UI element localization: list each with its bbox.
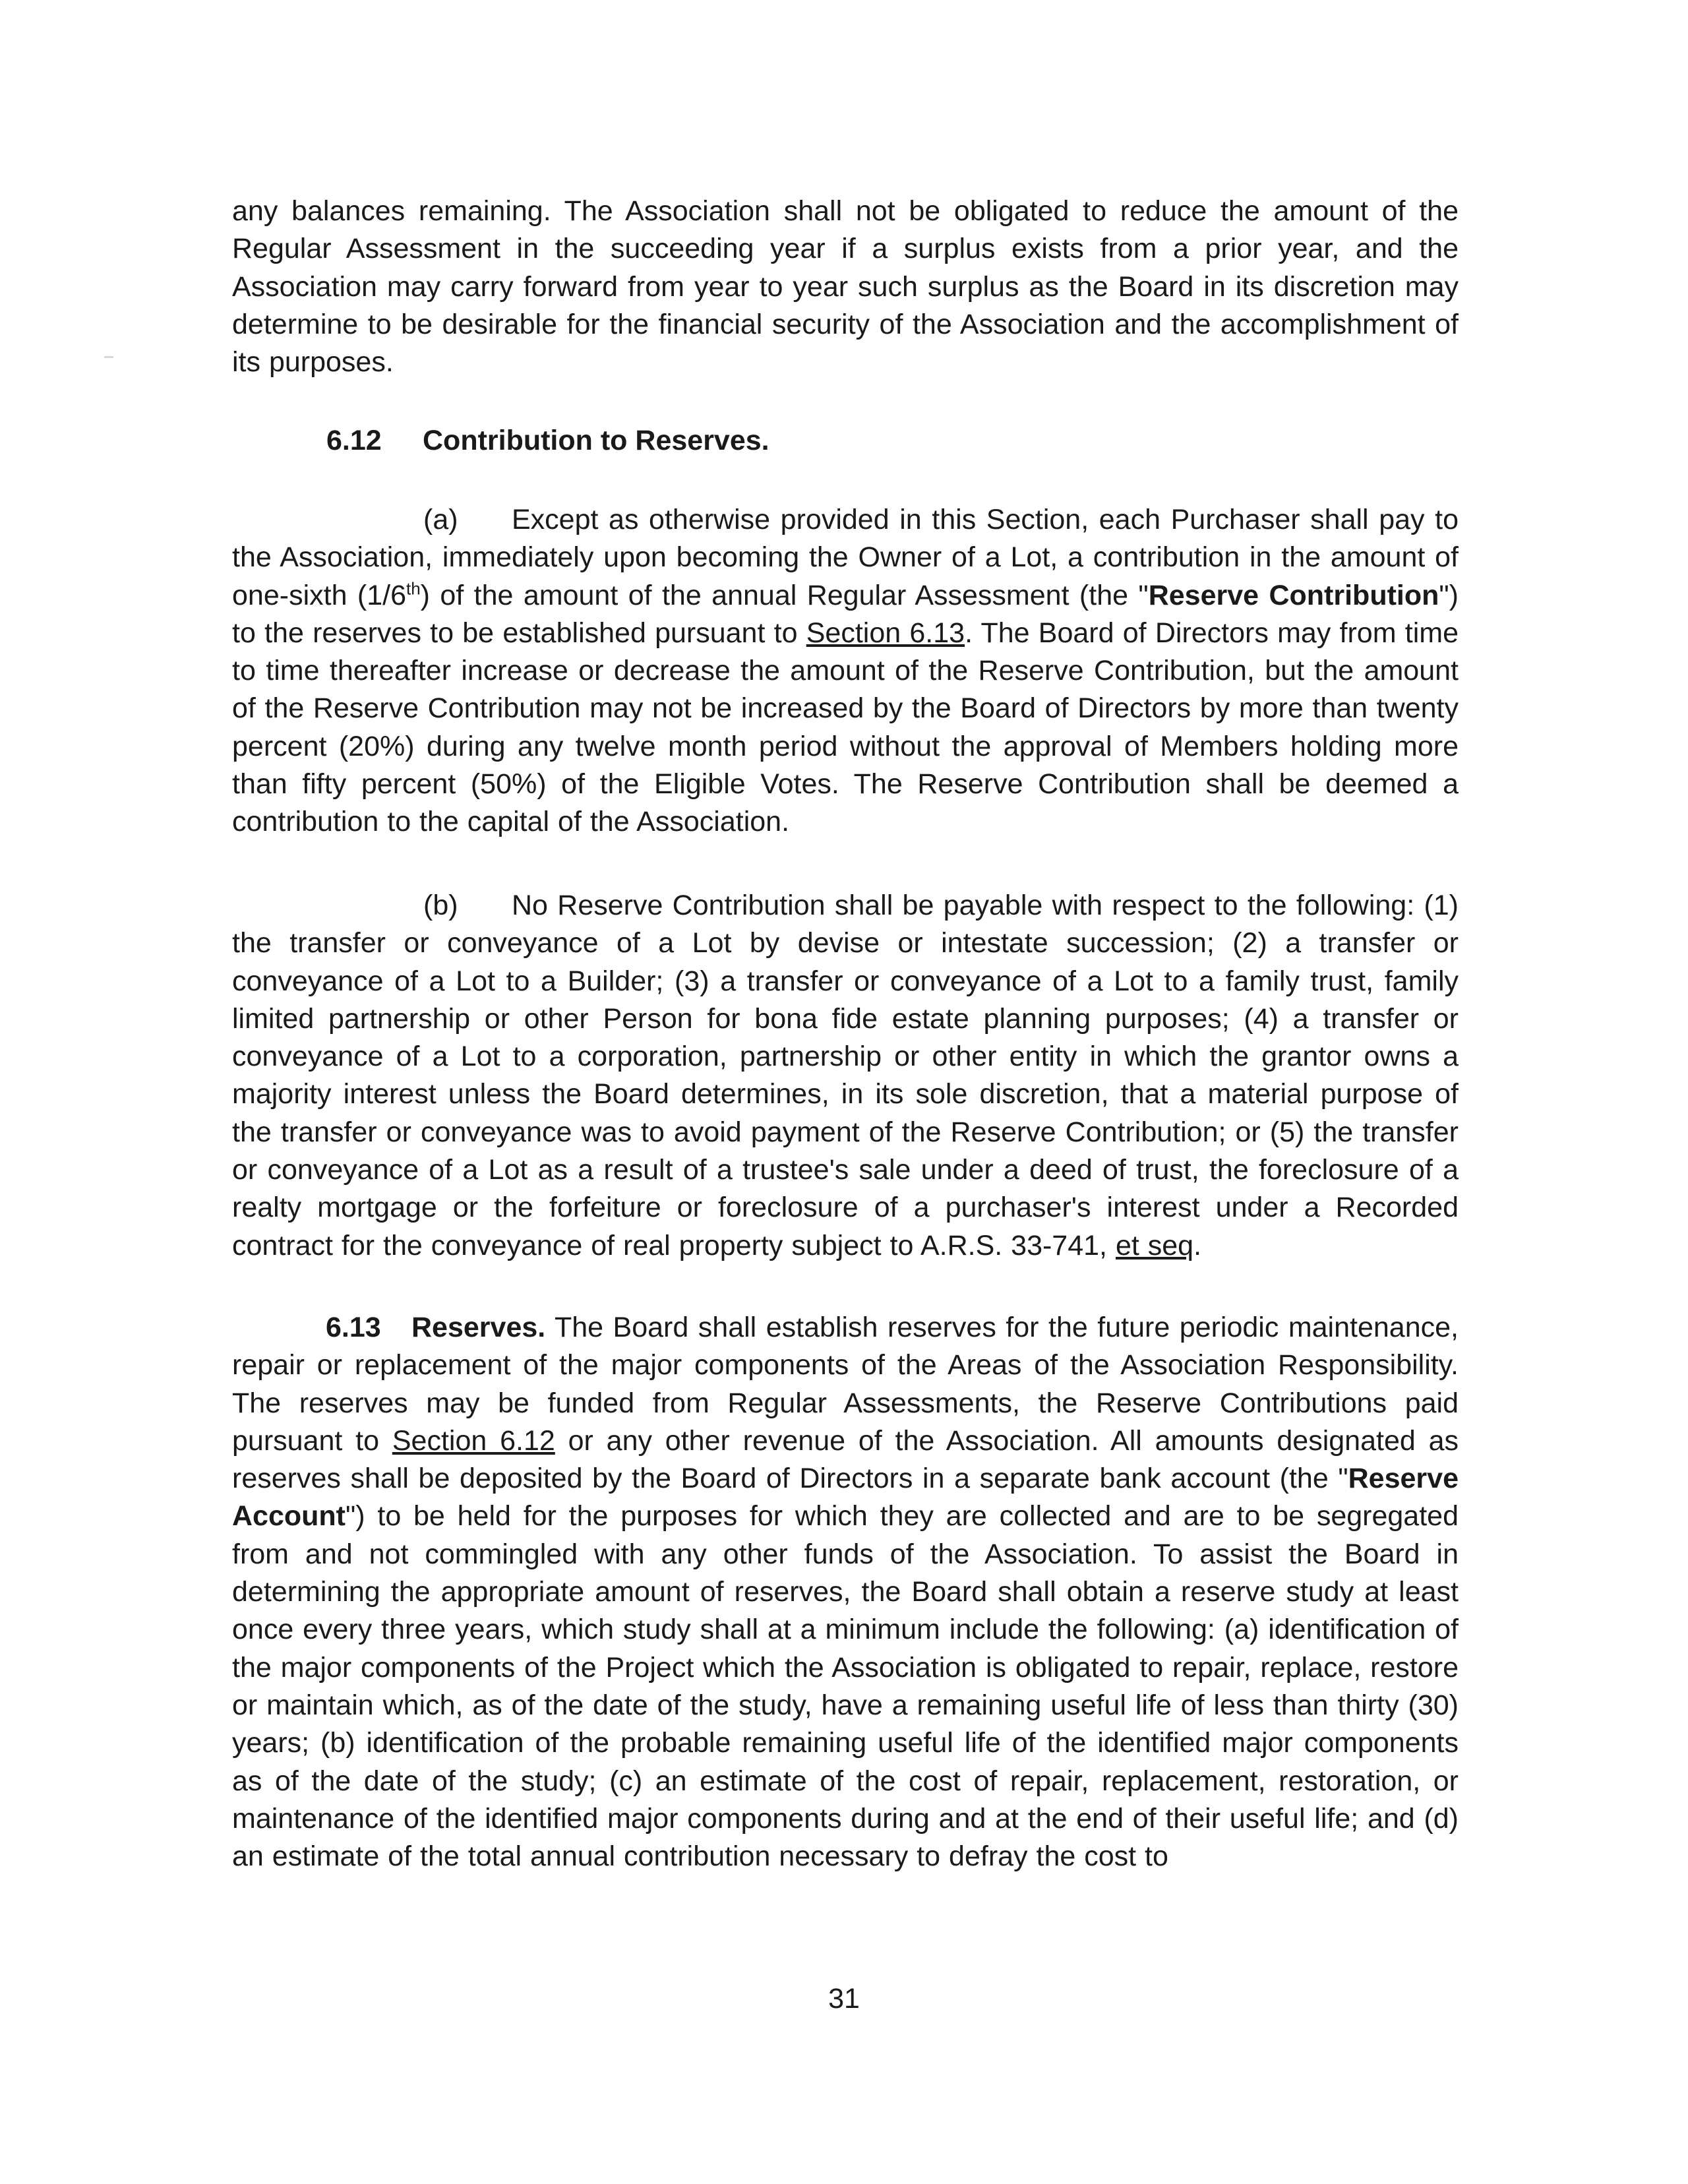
page-number: 31: [828, 1983, 860, 2015]
reserve-contribution-term: Reserve Contribution: [1148, 579, 1439, 611]
section-6-12-heading: [326, 422, 769, 460]
reserve-account-term: Reserve Account: [232, 1463, 1459, 1532]
continuation-text: any balances remaining. The Association shall not be obligated to reduce the amount of the Regular Assessment in the succeeding year if a surplus exists from a prior year, and the Association may carry forward from year to year such surplus as the Board in its discretion may determine to be desirable for the financial security of the Association and the accomplishment of its purposes.: [232, 195, 1459, 379]
section-6-13-paragraph: [232, 1309, 1459, 1875]
continuation-paragraph: [232, 193, 1459, 381]
section-6-12-paragraph-a: [232, 501, 1459, 841]
section-6-13-reference: Section 6.13: [806, 617, 965, 649]
section-6-13-number: 6.13: [326, 1312, 381, 1343]
section-6-12-number: 6.12: [326, 425, 382, 456]
section-6-12-title: Contribution to Reserves.: [423, 425, 769, 456]
paragraph-a-label: (a): [423, 504, 458, 535]
scan-margin-mark: [104, 356, 113, 358]
section-6-13-title: Reserves.: [411, 1312, 546, 1343]
section-6-13-text-3: ") to be held for the purposes for which they are collected and are to be segregated from and not commingled with any other funds of the Association. To assist the Board in determining the appropriate amount of reserves, the Board shall obtain a reserve study at least once every three years, which study shall at a minimum include the following: (a) identification of the major components of the Project which the Association is obligated to repair, replace, restore or maintain which, as of the date of the study, have a remaining useful life of less than thirty (30) years; (b) identification of the probable remaining useful life of the identified major components as of the date of the study; (c) an estimate of the cost of repair, replacement, restoration, or maintenance of the identified major components during and at the end of their useful life; and (d) an estimate of the total annual contribution necessary to defray the cost to: [232, 1500, 1459, 1873]
section-6-12-reference: Section 6.12: [392, 1424, 555, 1457]
paragraph-b-text-1: No Reserve Contribution shall be payable with respect to the following: (1) the transfer or conveyance of a Lot by devise or intestate succession; (2) a transfer or conveyance of a Lot to a Builder; (3) a transfer or conveyance of a Lot to a family trust, family limited partnership or other Person for bona fide estate planning purposes; (4) a transfer or conveyance of a Lot to a corporation, partnership or other entity in which the grantor owns a majority interest unless the Board determines, in its sole discretion, that a material purpose of the transfer or conveyance was to avoid payment of the Reserve Contribution; or (5) the transfer or conveyance of a Lot as a result of a trustee's sale under a deed of trust, the foreclosure of a realty mortgage or the forfeiture or foreclosure of a purchaser's interest under a Recorded contract for the conveyance of real property subject to A.R.S. 33-741,: [232, 890, 1459, 1261]
paragraph-b-label: (b): [423, 890, 458, 921]
paragraph-a-text-2: ) of the amount of the annual Regular Assessment (the ": [420, 579, 1149, 611]
paragraph-b-text-2: .: [1193, 1229, 1202, 1261]
section-6-12-paragraph-b: [232, 887, 1459, 1265]
section-6-13-text-2: or any other revenue of the Association. All amounts designated as reserves shall be deposited by the Board of Directors in a separate bank account (the ": [232, 1424, 1459, 1495]
paragraph-a-text-3: ") to the reserves to be established pursuant to: [232, 579, 1459, 649]
paragraph-a-text-1: Except as otherwise provided in this Section, each Purchaser shall pay to the Association, immediately upon becoming the Owner of a Lot, a contribution in the amount of one-sixth (1/6: [232, 504, 1459, 611]
et-seq-citation: et seq: [1115, 1229, 1194, 1261]
paragraph-a-superscript: th: [406, 578, 421, 599]
paragraph-a-text-4: . The Board of Directors may from time to time thereafter increase or decrease the amount of the Reserve Contribution, but the amount of the Reserve Contribution may not be increased by the Board of Directors by more than twenty percent (20%) during any twelve month period without the approval of Members holding more than fifty percent (50%) of the Eligible Votes. The Reserve Contribution shall be deemed a contribution to the capital of the Association.: [232, 617, 1459, 838]
section-6-13-text-1: The Board shall establish reserves for the future periodic maintenance, repair or replacement of the major components of the Areas of the Association Responsibility. The reserves may be funded from Regular Assessments, the Reserve Contributions paid pursuant to: [232, 1312, 1459, 1457]
